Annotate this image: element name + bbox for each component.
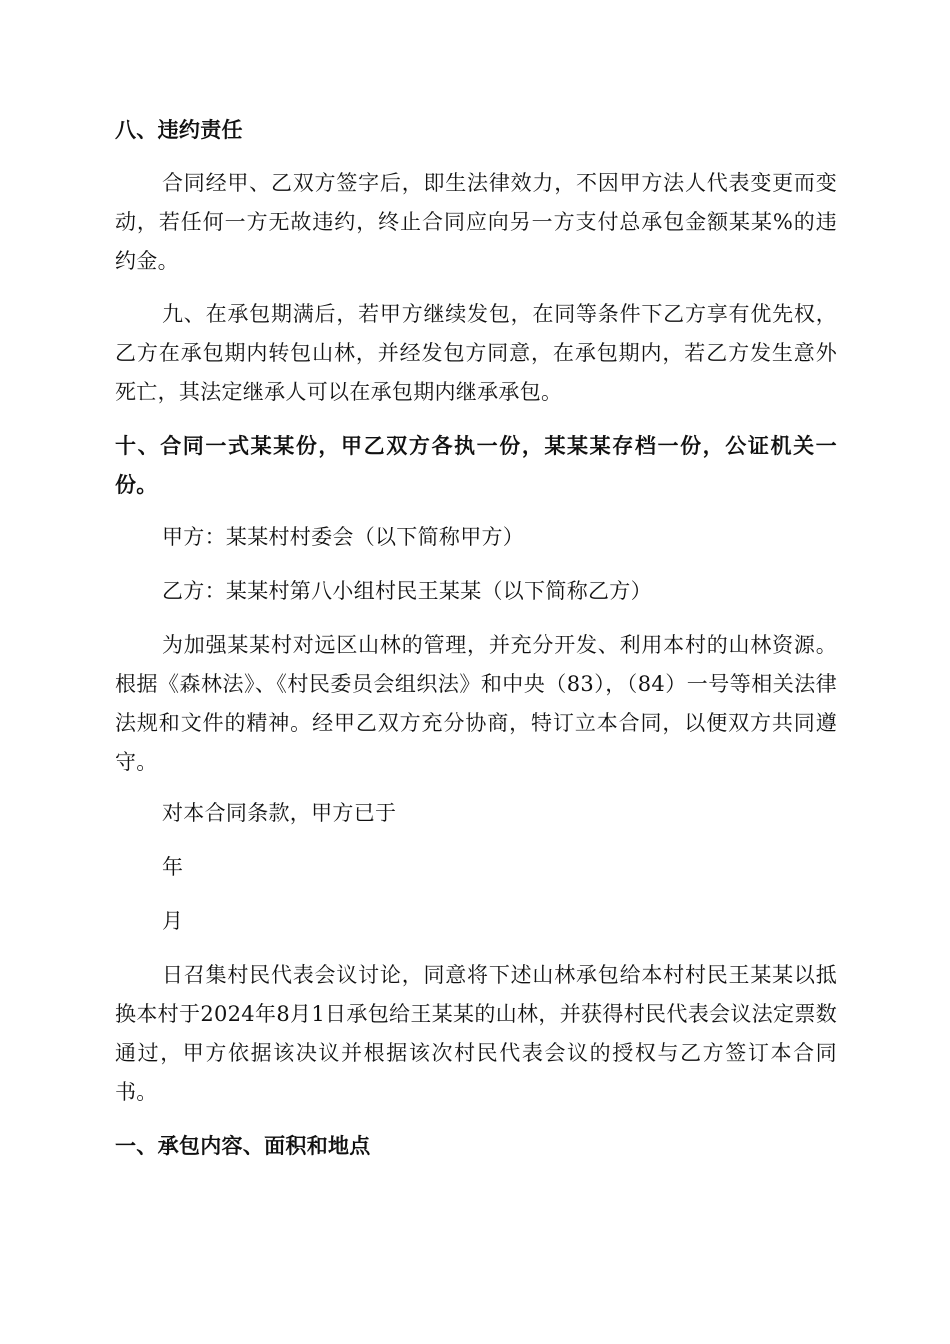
paragraph-terms-intro: 对本合同条款，甲方已于 [162, 801, 397, 825]
section-heading-breach-liability: 八、违约责任 [115, 117, 243, 142]
paragraph-clause-nine: 九、在承包期满后，若甲方继续发包，在同等条件下乙方享有优先权，乙方在承包期内转包山林，并经发包方同意，在承包期内，若乙方发生意外死亡，其法定继承人可以在承包期内继承承包。 [115, 302, 837, 404]
paragraph-contract-effect: 合同经甲、乙双方签字后，即生法律效力，不因甲方法人代表变更而变动，若任何一方无故违约，终止合同应向另一方支付总承包金额某某%的违约金。 [115, 171, 837, 273]
party-b-line: 乙方：某某村第八小组村民王某某（以下简称乙方） [162, 579, 652, 603]
paragraph-meeting-resolution: 日召集村民代表会议讨论，同意将下述山林承包给本村村民王某某以抵换本村于2024年8月1日承包给王某某的山林，并获得村民代表会议法定票数通过，甲方依据该决议并根据该次村民代表会议的授权与乙方签订本合同书。 [115, 963, 837, 1104]
section-heading-contract-content: 一、承包内容、面积和地点 [115, 1133, 371, 1158]
paragraph-month: 月 [162, 909, 184, 933]
paragraph-year: 年 [162, 855, 184, 879]
paragraph-purpose: 为加强某某村对远区山林的管理，并充分开发、利用本村的山林资源。根据《森林法》、《村民委员会组织法》和中央（83），（84）一号等相关法律法规和文件的精神。经甲乙双方充分协商，特订立本合同，以便双方共同遵守。 [115, 633, 837, 774]
section-heading-clause-ten: 十、合同一式某某份，甲乙双方各执一份，某某某存档一份，公证机关一份。 [115, 433, 837, 497]
party-a-line: 甲方：某某村村委会（以下简称甲方） [162, 525, 525, 549]
